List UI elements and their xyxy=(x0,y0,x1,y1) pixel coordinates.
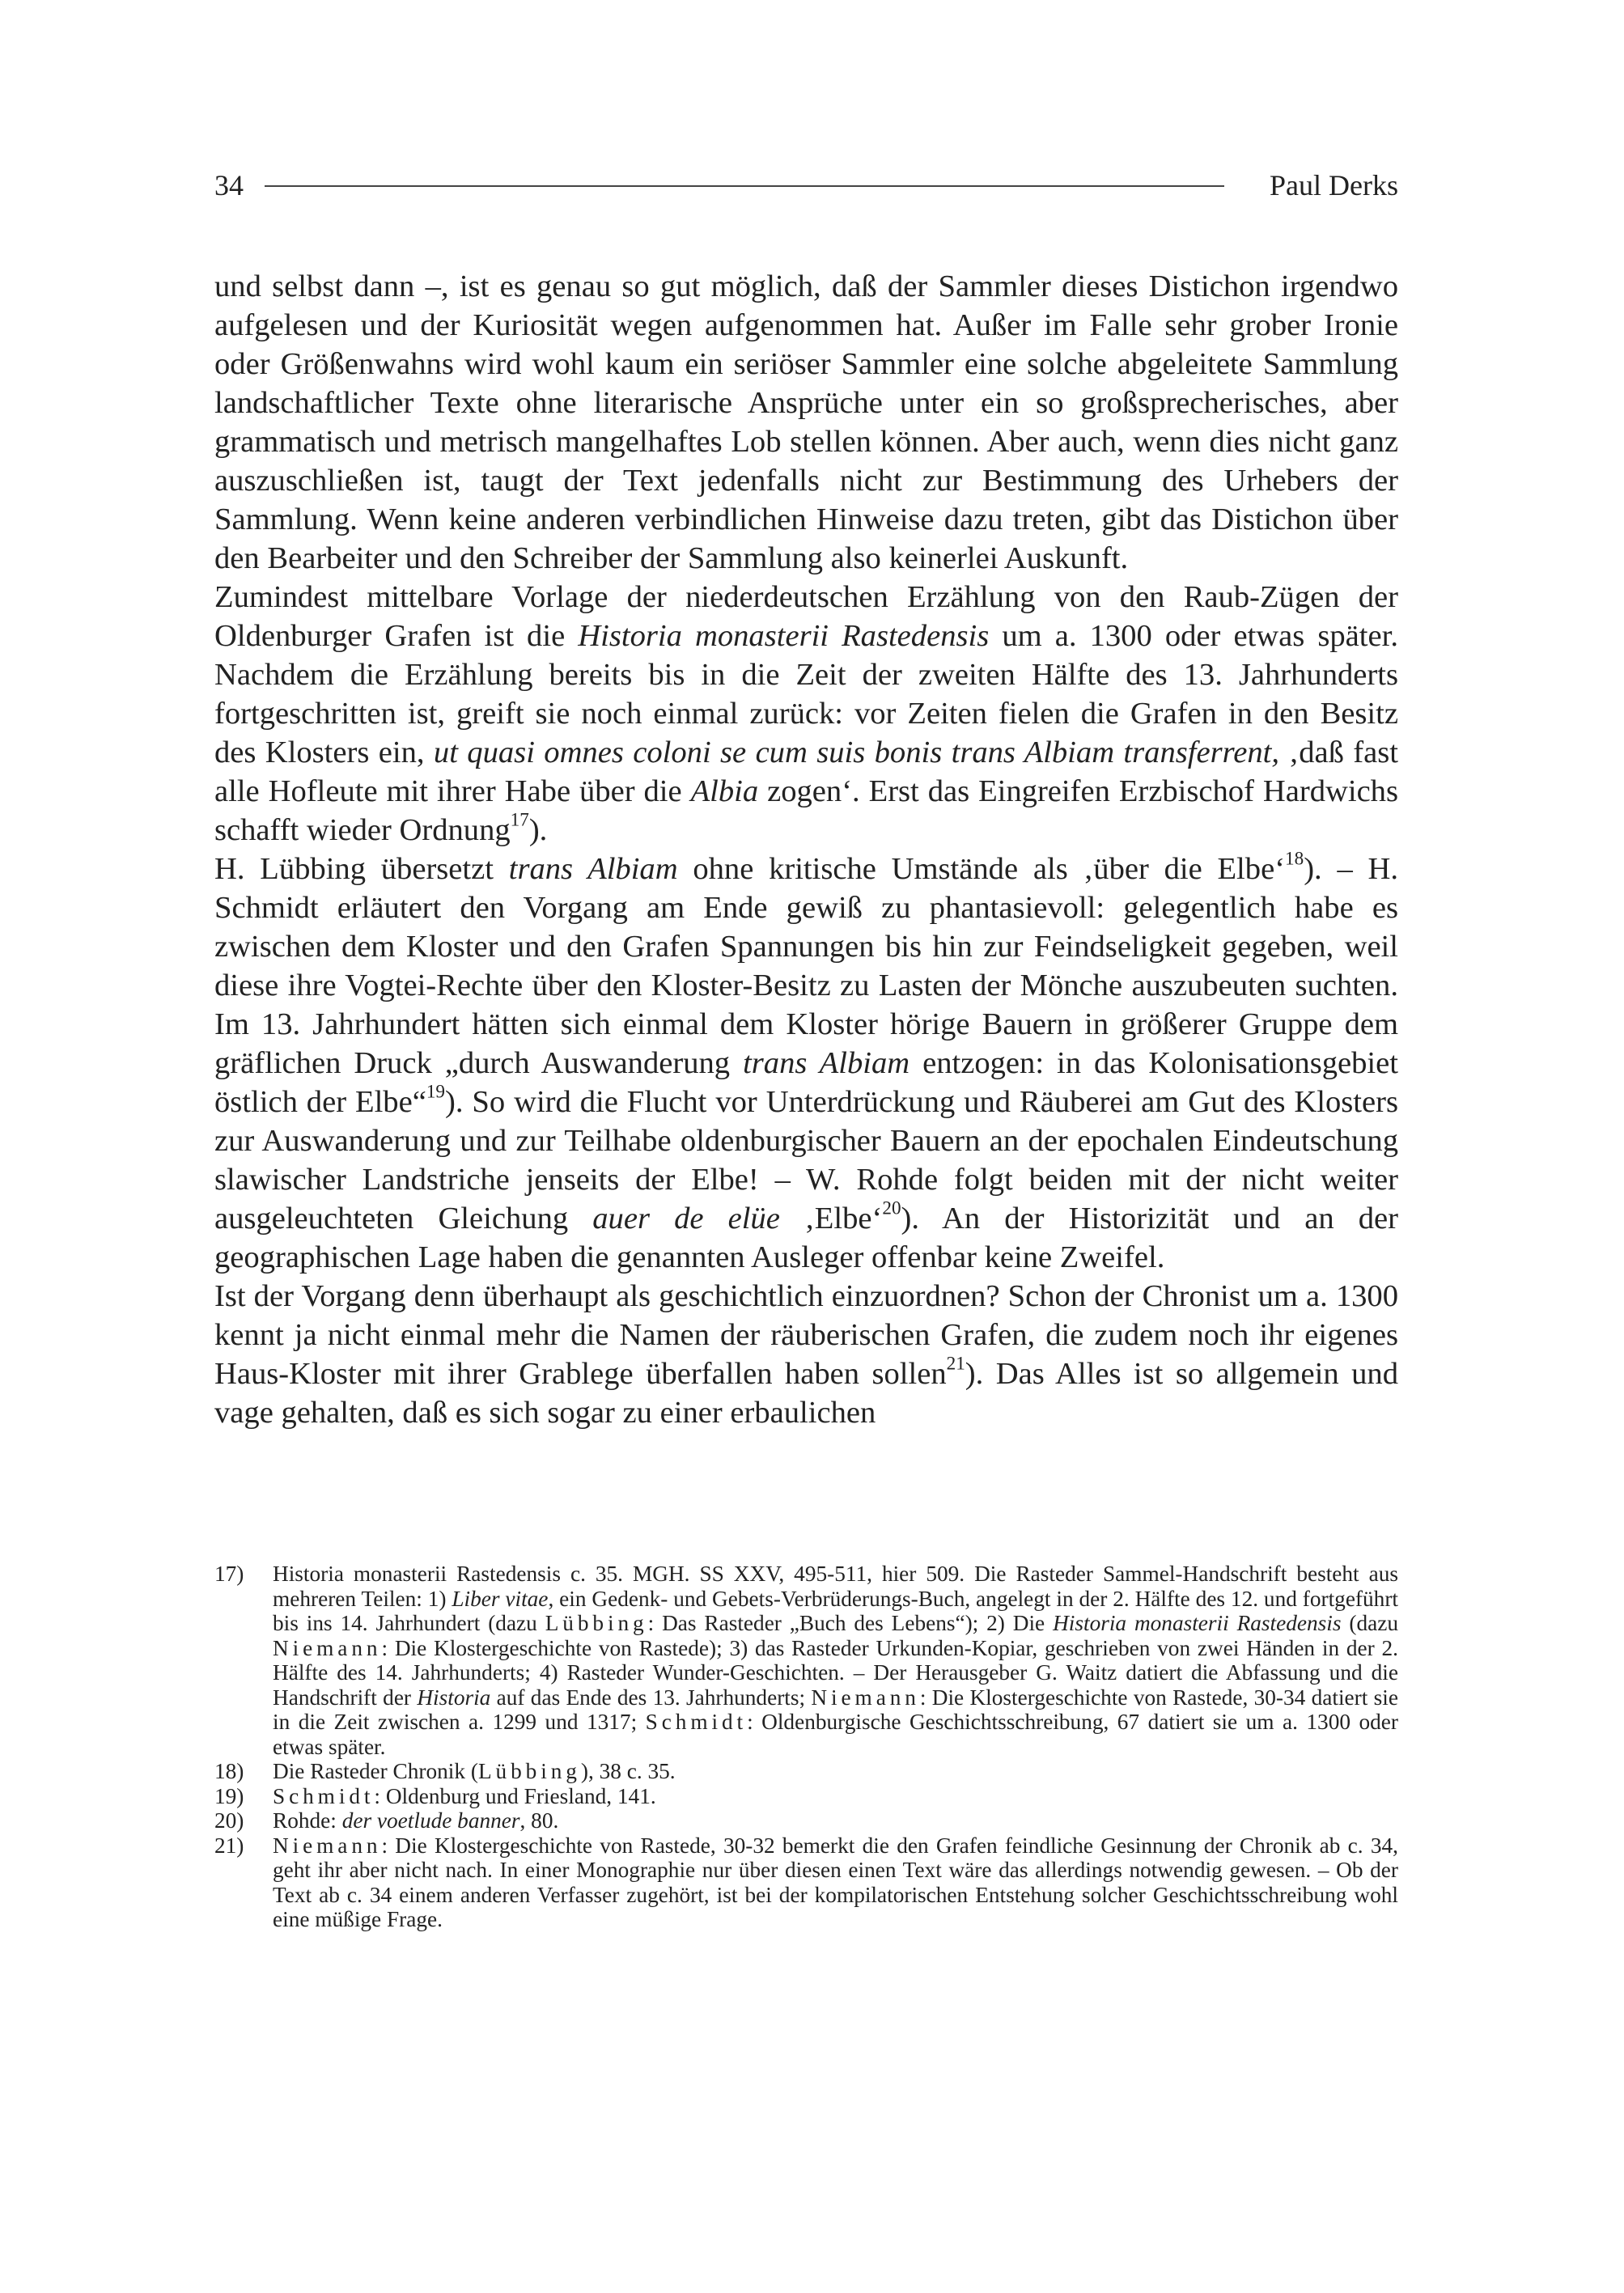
footnote-ref[interactable]: 18 xyxy=(1285,848,1304,870)
italic-title: Historia xyxy=(417,1685,491,1710)
author-name: Lübbing xyxy=(477,1759,581,1783)
author-name: Niemann xyxy=(273,1635,382,1660)
footnote-ref[interactable]: 19 xyxy=(426,1081,445,1103)
paragraph-1: und selbst dann –, ist es genau so gut möglich, daß der Sammler dieses Distichon irgendwo aufgelesen und der Kuriosität wegen aufgenommen hat. Außer im Falle sehr grober Ironie oder Größenwahns wird wohl kaum ein seriöser Sammler eine solche abgeleitete Sammlung landschaftlicher Texte ohne literarische Ansprüche unter ein so großsprecherisches, aber grammatisch und metrisch mangelhaftes Lob stellen können. Aber auch, wenn dies nicht ganz auszuschließen ist, taugt der Text jedenfalls nicht zur Bestimmung des Urhebers der Sammlung. Wenn keine anderen verbindlichen Hinweise dazu treten, gibt das Distichon über den Bearbeiter und den Schreiber der Sammlung also keinerlei Auskunft. xyxy=(214,269,1398,575)
latin-term: trans Albiam xyxy=(743,1046,910,1080)
footnote-19 xyxy=(214,1784,1398,1809)
text-run: ). xyxy=(528,813,548,847)
latin-term: Albia xyxy=(690,774,759,808)
text-run: ). Das Alles ist so allgemein und vage gehalten, daß es sich sogar zu einer erbaulichen xyxy=(214,1357,1398,1430)
text-run: H. Lübbing übersetzt xyxy=(214,852,509,886)
text-run: ). – H. Schmidt erläutert den Vorgang am Ende gewiß zu phantasievoll: gelegentlich habe es zwischen dem Kloster und den Grafen Spannungen bis hin zur Feindseligkeit gegeben, weil diese ihre Vogtei-Rechte über den Kloster-Besitz zu Lasten der Mönche auszubeuten suchten. Im 13. Jahrhundert hätten sich einmal dem Kloster hörige Bauern in größerer Gruppe dem gräflichen Druck „durch Auswanderung xyxy=(214,852,1398,1080)
italic-title: Liber vitae xyxy=(452,1586,549,1611)
footnote-17 xyxy=(214,1562,1398,1759)
text-run: (dazu xyxy=(1341,1611,1398,1635)
text-run: Historia monasterii Rastedensis c. 35. MGH. SS XXV, 495-511, hier 509. Die Rasteder Sammel-Handschrift besteht aus mehreren Teilen: 1) xyxy=(273,1562,1398,1611)
paragraph-3 xyxy=(214,850,1398,1277)
text-run: : Oldenburg und Friesland, 141. xyxy=(374,1783,656,1808)
footnote-number: 21) xyxy=(214,1833,244,1858)
author-name: Schmidt xyxy=(645,1710,748,1734)
text-run: zogen‘. Erst das Eingreifen Erzbischof Hardwichs schafft wieder Ordnung xyxy=(214,774,1398,847)
author-name: Schmidt xyxy=(273,1783,375,1808)
paragraph-2 xyxy=(214,578,1398,850)
text-run: ‚daß fast alle Hofleute mit ihrer Habe über die xyxy=(214,735,1398,808)
footnote-number: 17) xyxy=(214,1562,244,1586)
text-run: : Die Klostergeschichte von Rastede); 3) das Rasteder Urkunden-Kopiar, geschrieben von zwei Händen in der 2. Hälfte des 14. Jahrhunderts; 4) Rasteder Wunder-Geschichten. – Der Herausgeber G. Waitz datiert die Abfassung und die Handschrift der xyxy=(273,1635,1398,1710)
text-run: : Das Rasteder „Buch des Lebens“); 2) Die xyxy=(647,1611,1054,1635)
text-run: Die Rasteder Chronik ( xyxy=(273,1759,478,1783)
author-name: Niemann xyxy=(811,1685,920,1710)
text-run: , ein Gedenk- und Gebets-Verbrüderungs-Buch, angelegt in der 2. Hälfte des 12. und fortgeführt bis ins 14. Jahrhundert (dazu xyxy=(273,1586,1398,1635)
text-run: ), 38 c. 35. xyxy=(580,1759,676,1783)
italic-title: Historia monasterii Rastedensis xyxy=(1053,1611,1342,1635)
footnotes xyxy=(214,1562,1398,1932)
page-number: 34 xyxy=(214,169,244,201)
italic-title: der voetlude banner xyxy=(341,1808,520,1833)
paragraph-4 xyxy=(214,1277,1398,1432)
text-run: ohne kritische Umstände als ‚über die Elbe‘ xyxy=(677,852,1286,886)
text-run: : Die Klostergeschichte von Rastede, 30-34 datiert sie in die Zeit zwischen a. 1299 und 1317; xyxy=(273,1685,1398,1734)
text-run: ‚Elbe‘ xyxy=(779,1202,883,1236)
footnote-ref[interactable]: 21 xyxy=(946,1353,965,1375)
latin-term: trans Albiam xyxy=(508,852,678,886)
footnote-ref[interactable]: 20 xyxy=(882,1197,901,1219)
quoted-term: auer de elüe xyxy=(592,1202,780,1236)
main-text xyxy=(214,267,1398,1432)
text-run: Rohde: xyxy=(273,1808,342,1833)
text-run: ). So wird die Flucht vor Unterdrückung und Räuberei am Gut des Klosters zur Auswanderung und zur Teilhabe oldenburgischer Bauern an der epochalen Eindeutschung slawischer Landstriche jenseits der Elbe! – W. Rohde folgt beiden mit der nicht weiter ausgeleuchteten Gleichung xyxy=(214,1085,1398,1236)
footnote-21 xyxy=(214,1833,1398,1932)
text-run: , 80. xyxy=(519,1808,559,1833)
latin-quote: ut quasi omnes coloni se cum suis bonis trans Albiam transferrent, xyxy=(433,735,1279,769)
running-header xyxy=(214,162,1398,210)
author-name: Lübbing xyxy=(545,1611,648,1635)
text-run: : Die Klostergeschichte von Rastede, 30-32 bemerkt die den Grafen feindliche Gesinnung der Chronik ab c. 34, geht ihr aber nicht nach. In einer Monographie nur über diesen einen Text wäre das allerdings notwendig gewesen. – Ob der Text ab c. 34 einem anderen Verfasser zugehört, ist bei der kompilatorischen Entstehung solcher Geschichtsschreibung wohl eine müßige Frage. xyxy=(273,1833,1398,1931)
text-run: : Oldenburgische Geschichtsschreibung, 67 datiert sie um a. 1300 oder etwas später. xyxy=(273,1710,1398,1759)
text-run: um a. 1300 oder etwas später. Nachdem die Erzählung bereits bis in die Zeit der zweiten Hälfte des 13. Jahrhunderts fortgeschritten ist, greift sie noch einmal zurück: vor Zeiten fielen die Grafen in den Besitz des Klosters ein, xyxy=(214,619,1399,769)
header-rule xyxy=(265,185,1224,187)
text-run: auf das Ende des 13. Jahrhunderts; xyxy=(490,1685,812,1710)
footnote-number: 19) xyxy=(214,1783,244,1808)
text-run: Zumindest mittelbare Vorlage der niederdeutschen Erzählung von den Raub-Zügen der Oldenburger Grafen ist die xyxy=(214,580,1398,653)
text-run: entzogen: in das Kolonisationsgebiet östlich der Elbe“ xyxy=(214,1046,1398,1119)
text-run: ). An der Historizität und an der geographischen Lage haben die genannten Ausleger offenbar keine Zweifel. xyxy=(214,1202,1398,1274)
footnote-ref[interactable]: 17 xyxy=(510,809,529,831)
text-run: Ist der Vorgang denn überhaupt als geschichtlich einzuordnen? Schon der Chronist um a. 1300 kennt ja nicht einmal mehr die Namen der räuberischen Grafen, die zudem noch ihr eigenes Haus-Kloster mit ihrer Grablege überfallen haben sollen xyxy=(214,1279,1398,1391)
footnote-18 xyxy=(214,1759,1398,1784)
footnote-number: 18) xyxy=(214,1759,244,1783)
running-head-author: Paul Derks xyxy=(1270,169,1398,201)
footnote-20 xyxy=(214,1808,1398,1833)
footnote-number: 20) xyxy=(214,1808,244,1833)
author-name: Niemann xyxy=(273,1833,382,1858)
italic-title: Historia monasterii Rastedensis xyxy=(578,619,990,653)
